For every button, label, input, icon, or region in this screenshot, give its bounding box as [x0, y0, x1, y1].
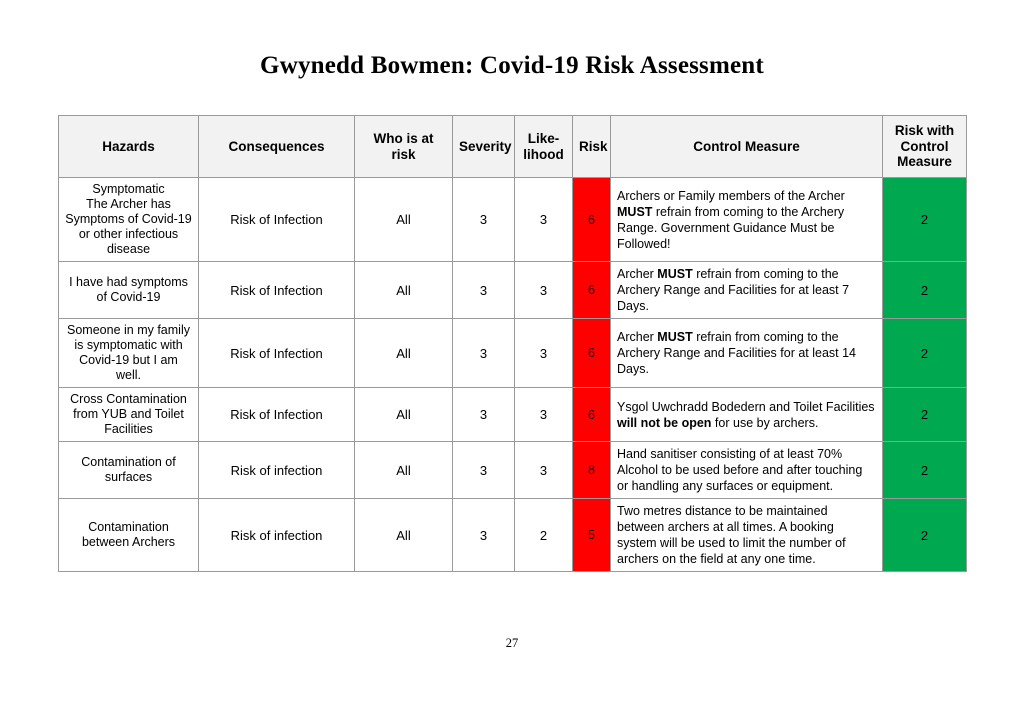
cell-severity: 3: [453, 319, 515, 388]
column-header-likelihood: Like-lihood: [515, 116, 573, 178]
cell-severity: 3: [453, 178, 515, 262]
page-number: 27: [505, 636, 519, 650]
column-header-who-is-at-risk: Who is at risk: [355, 116, 453, 178]
cell-risk-with-control: 2: [883, 499, 967, 572]
cell-who-at-risk: All: [355, 178, 453, 262]
cell-control-measure: Archer MUST refrain from coming to the Archery Range and Facilities for at least 7 Days.: [611, 262, 883, 319]
cell-risk-score: 5: [573, 499, 611, 572]
cell-likelihood: 3: [515, 442, 573, 499]
cell-control-measure: Two metres distance to be maintained between archers at all times. A booking system will be used to limit the number of archers on the field at any one time.: [611, 499, 883, 572]
cell-risk-score: 6: [573, 262, 611, 319]
cell-consequence: Risk of infection: [199, 499, 355, 572]
cell-risk-score: 6: [573, 178, 611, 262]
cell-likelihood: 2: [515, 499, 573, 572]
table-body: [59, 178, 967, 572]
column-header-consequences: Consequences: [199, 116, 355, 178]
cell-severity: 3: [453, 442, 515, 499]
table-row: [59, 388, 967, 442]
cell-who-at-risk: All: [355, 442, 453, 499]
cell-likelihood: 3: [515, 262, 573, 319]
cell-consequence: Risk of infection: [199, 442, 355, 499]
cell-likelihood: 3: [515, 178, 573, 262]
column-header-severity: Severity: [453, 116, 515, 178]
table-header: [59, 116, 967, 178]
cell-control-measure: Archers or Family members of the Archer MUST refrain from coming to the Archery Range. Government Guidance Must be Followed!: [611, 178, 883, 262]
cell-risk-with-control: 2: [883, 178, 967, 262]
cell-risk-with-control: 2: [883, 319, 967, 388]
table-row: [59, 319, 967, 388]
cell-risk-with-control: 2: [883, 388, 967, 442]
page-title: Gwynedd Bowmen: Covid-19 Risk Assessment: [260, 52, 764, 79]
cell-likelihood: 3: [515, 319, 573, 388]
table-row: [59, 178, 967, 262]
column-header-risk-with-control-measure: Risk with Control Measure: [883, 116, 967, 178]
cell-hazard: Someone in my family is symptomatic with Covid-19 but I am well.: [59, 319, 199, 388]
cell-risk-with-control: 2: [883, 262, 967, 319]
cell-severity: 3: [453, 499, 515, 572]
cell-risk-score: 6: [573, 319, 611, 388]
cell-hazard: I have had symptoms of Covid-19: [59, 262, 199, 319]
column-header-control-measure: Control Measure: [611, 116, 883, 178]
cell-hazard: Contamination of surfaces: [59, 442, 199, 499]
cell-who-at-risk: All: [355, 388, 453, 442]
cell-consequence: Risk of Infection: [199, 388, 355, 442]
cell-hazard: Cross Contamination from YUB and Toilet Facilities: [59, 388, 199, 442]
table-row: [59, 262, 967, 319]
column-header-risk: Risk: [573, 116, 611, 178]
column-header-hazards: Hazards: [59, 116, 199, 178]
cell-who-at-risk: All: [355, 499, 453, 572]
cell-severity: 3: [453, 262, 515, 319]
cell-risk-score: 8: [573, 442, 611, 499]
cell-risk-score: 6: [573, 388, 611, 442]
cell-who-at-risk: All: [355, 319, 453, 388]
cell-control-measure: Archer MUST refrain from coming to the Archery Range and Facilities for at least 14 Days.: [611, 319, 883, 388]
table-row: [59, 499, 967, 572]
cell-risk-with-control: 2: [883, 442, 967, 499]
cell-consequence: Risk of Infection: [199, 319, 355, 388]
cell-likelihood: 3: [515, 388, 573, 442]
cell-hazard: Symptomatic The Archer has Symptoms of Covid-19 or other infectious disease: [59, 178, 199, 262]
risk-assessment-table: [58, 115, 967, 572]
cell-control-measure: Hand sanitiser consisting of at least 70% Alcohol to be used before and after touching or handling any surfaces or equipment.: [611, 442, 883, 499]
cell-hazard: Contamination between Archers: [59, 499, 199, 572]
cell-consequence: Risk of Infection: [199, 178, 355, 262]
cell-who-at-risk: All: [355, 262, 453, 319]
risk-assessment-table-wrapper: [58, 115, 966, 572]
cell-control-measure: Ysgol Uwchradd Bodedern and Toilet Facilities will not be open for use by archers.: [611, 388, 883, 442]
table-header-row: [59, 116, 967, 178]
cell-consequence: Risk of Infection: [199, 262, 355, 319]
table-row: [59, 442, 967, 499]
cell-severity: 3: [453, 388, 515, 442]
